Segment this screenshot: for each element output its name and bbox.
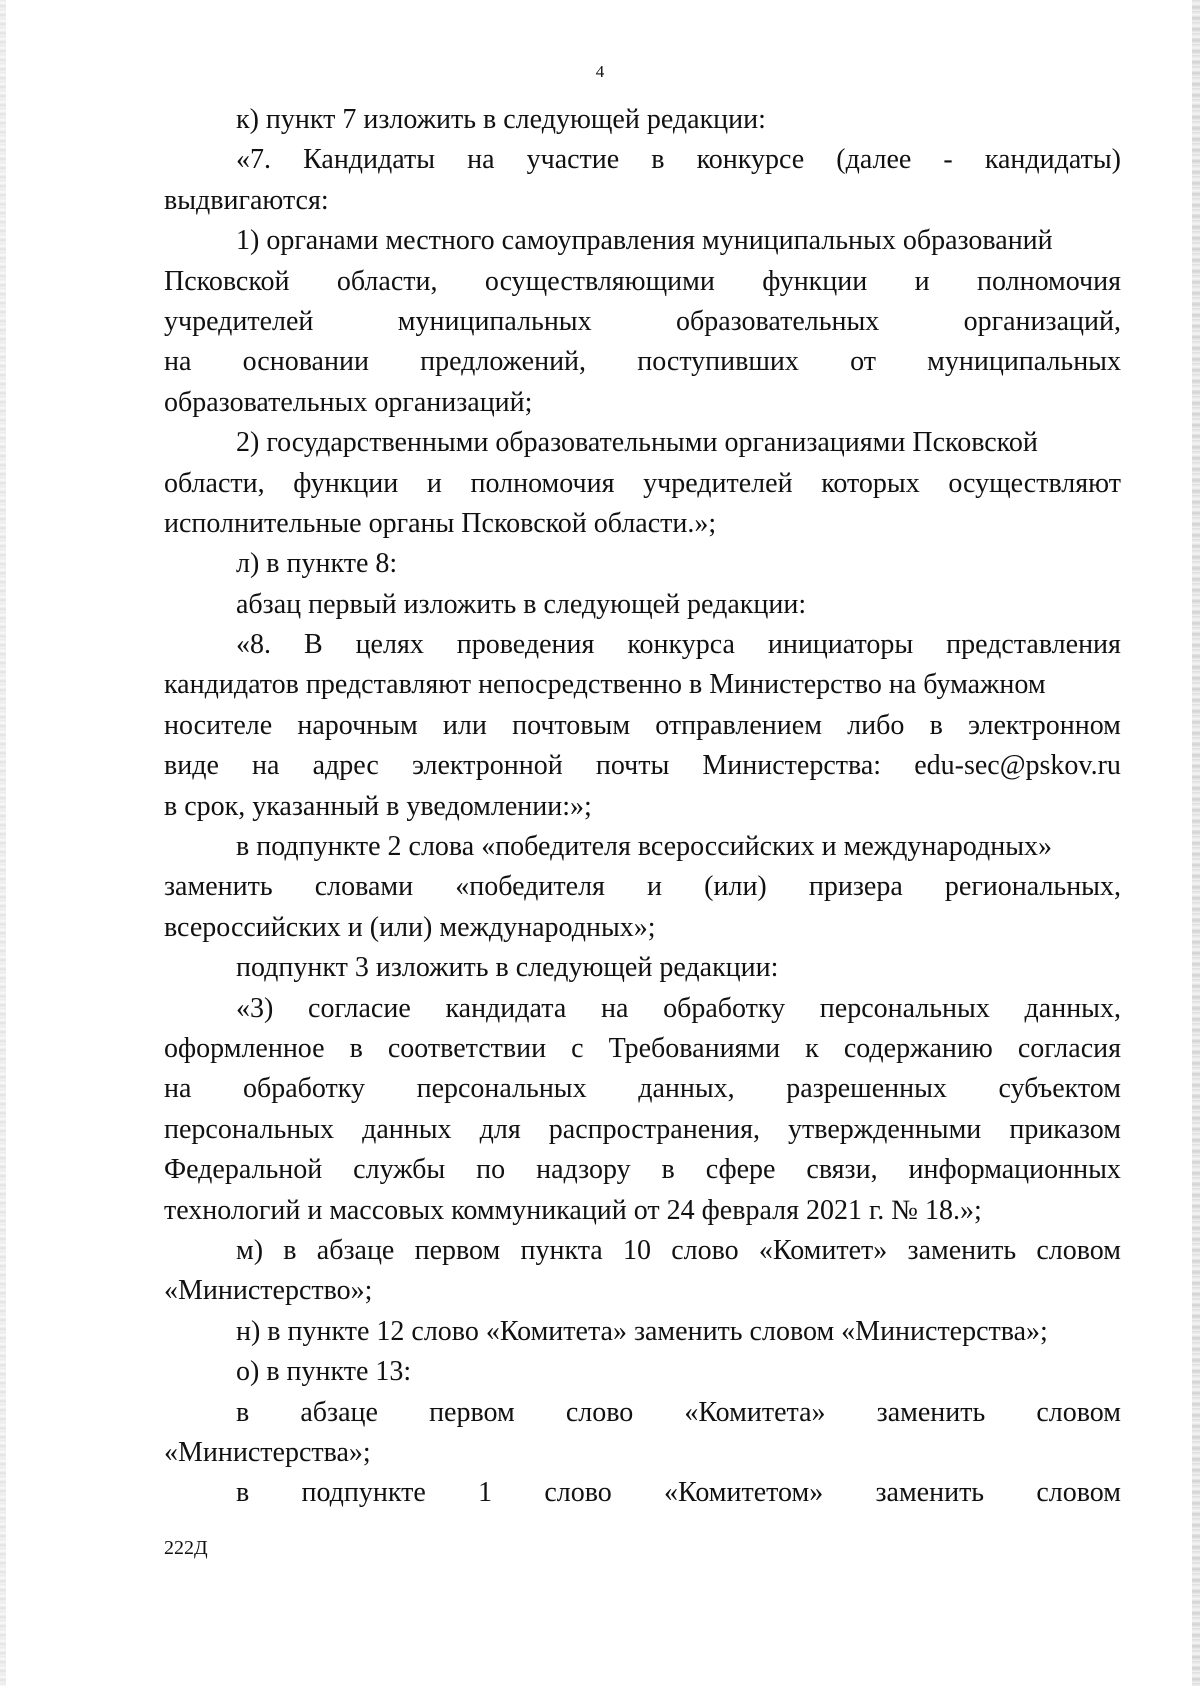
text-line: исполнительные органы Псковской области.»; [164,507,717,539]
text-line [164,989,1121,1029]
word: по [476,1154,506,1186]
word: данных, [638,1073,735,1105]
word: отправлением [655,709,822,741]
word: на [164,346,192,378]
word: слово [544,1477,612,1509]
word: связи, [806,1154,878,1186]
word: виде [164,750,219,782]
text-line [164,1231,1121,1271]
word: на [600,992,629,1024]
word: в [236,1396,250,1428]
text-line [164,1069,1121,1109]
word: и [647,871,663,903]
word: первом [414,1234,501,1266]
text-line [164,867,1121,907]
word: подпункте [301,1477,426,1509]
word: приказом [1009,1113,1121,1145]
word: согласие [308,992,411,1024]
word: учредителей [164,305,314,337]
word: на [164,1073,192,1105]
word: Федеральной [164,1154,323,1186]
word: осуществляют [948,467,1121,499]
word: Кандидаты [303,144,436,176]
word: и [426,467,442,499]
word: словом [1036,1477,1121,1509]
word: оформленное [164,1032,325,1064]
word: «победителя [455,871,605,903]
word: для [479,1113,521,1145]
text-line [164,464,1121,504]
word: призера [808,871,903,903]
word: слово [671,1234,739,1266]
word: субъектом [998,1073,1121,1105]
word: заменить [876,1396,986,1428]
word: данных [362,1113,452,1145]
text-line [164,1150,1121,1190]
word: «3) [236,992,274,1024]
word: основании [242,346,369,378]
text-line: всероссийских и (или) международных»; [164,911,656,943]
word: учредителей [643,467,793,499]
word: первом [429,1396,515,1428]
text-line [164,1473,1121,1513]
word: электронной [412,750,563,782]
word: инициаторы [767,629,914,661]
word: на [467,144,495,176]
document-code: 222Д [164,1537,208,1559]
word: - [943,144,953,176]
word: электронном [968,709,1121,741]
word: разрешенных [786,1073,947,1105]
word: словами [314,871,414,903]
word: обработку [243,1073,365,1105]
word: (далее [836,144,912,176]
word: заменить [875,1477,985,1509]
word: «Комитет» [758,1234,888,1266]
word: Псковской [164,265,290,297]
word: образовательных [675,305,880,337]
word: области, [336,265,438,297]
word: «7. [236,144,271,176]
text-line [164,746,1121,786]
text-line: к) пункт 7 изложить в следующей редакции: [236,104,766,135]
text-line: «Министерство»; [164,1275,373,1307]
word: надзору [536,1154,631,1186]
word: Министерства: [702,750,882,782]
word: В [303,629,323,661]
word: региональных, [944,871,1121,903]
word: полномочия [977,265,1121,297]
text-line: образовательных организаций; [164,386,533,418]
scan-edge-left [0,0,6,1686]
word: 10 [622,1234,651,1266]
word: информационных [908,1154,1121,1186]
word: персональных [416,1073,587,1105]
text-line: абзац первый изложить в следующей редакции: [236,588,807,620]
text-line [164,625,1121,665]
text-line: технологий и массовых коммуникаций от 24 февраля 2021 г. № 18.»; [164,1194,982,1226]
word: кандидаты) [984,144,1121,176]
word: в [349,1032,363,1064]
word: на [252,750,280,782]
word: и [914,265,930,297]
word: полномочия [470,467,615,499]
word: службы [353,1154,446,1186]
word: которых [821,467,920,499]
word: персональных [164,1113,335,1145]
word: представления [946,629,1121,661]
word: в [661,1154,675,1186]
word: обработку [663,992,786,1024]
word: соответствии [387,1032,547,1064]
text-line: в подпункте 2 слова «победителя всероссийских и международных» [236,831,1053,863]
word: в [651,144,665,176]
word: почтовым [512,709,631,741]
word: почты [595,750,670,782]
text-line: 1) органами местного самоуправления муниципальных образований [236,225,1053,257]
word: персональных [819,992,990,1024]
word: от [850,346,876,378]
word: распространения, [548,1113,760,1145]
text-line: 2) государственными образовательными организациями Псковской [236,427,1038,459]
word: словом [1036,1396,1121,1428]
word: в [929,709,943,741]
text-line: в срок, указанный в уведомлении:»; [164,790,592,822]
word: данных, [1024,992,1121,1024]
text-line: л) в пункте 8: [236,548,398,580]
text-line: выдвигаются: [164,184,329,216]
word: адрес [312,750,379,782]
word: организаций, [963,305,1121,337]
word: слово [565,1396,634,1428]
word: словом [1036,1234,1121,1266]
word: осуществляющими [484,265,715,297]
word: «8. [236,629,271,661]
word: содержанию [843,1032,993,1064]
text-line: кандидатов представляют непосредственно в Министерство на бумажном [164,669,1046,701]
word: утвержденными [788,1113,982,1145]
word: целях [355,629,424,661]
word: согласия [1017,1032,1121,1064]
word: в [283,1234,297,1266]
text-line [164,1029,1121,1069]
word: нарочным [297,709,418,741]
word: функции [762,265,868,297]
text-line: «Министерства»; [164,1436,371,1468]
word: предложений, [420,346,587,378]
word: заменить [907,1234,1017,1266]
word: конкурса [627,629,735,661]
text-line [164,140,1121,180]
text-line [164,302,1121,342]
word: абзаце [300,1396,378,1428]
text-line: о) в пункте 13: [236,1356,412,1388]
word: пункта [520,1234,603,1266]
word: заменить [164,871,273,903]
word: или [442,709,487,741]
word: к [805,1032,819,1064]
word: либо [847,709,905,741]
text-line [164,1110,1121,1150]
word: кандидата [445,992,567,1024]
text-line [164,342,1121,382]
word: конкурсе [696,144,805,176]
word: edu-sec@pskov.ru [914,750,1121,782]
word: муниципальных [927,346,1121,378]
scan-edge-right [1192,0,1200,1686]
text-line: н) в пункте 12 слово «Комитета» заменить словом «Министерства»; [236,1315,1048,1347]
word: поступивших [637,346,799,378]
word: муниципальных [397,305,592,337]
word: абзаце [316,1234,395,1266]
word: участие [526,144,620,176]
document-body [164,100,1121,1514]
word: области, [164,467,265,499]
word: м) [236,1234,264,1266]
text-line [164,1393,1121,1433]
word: с [571,1032,584,1064]
word: сфере [705,1154,776,1186]
page-number: 4 [595,62,605,81]
word: «Комитета» [684,1396,826,1428]
word: 1 [478,1477,493,1509]
word: (или) [704,871,767,903]
text-line: подпункт 3 изложить в следующей редакции: [236,952,779,984]
word: функции [293,467,399,499]
word: в [236,1477,250,1509]
word: Требованиями [608,1032,781,1064]
text-line [164,262,1121,302]
word: носителе [164,709,273,741]
word: «Комитетом» [664,1477,824,1509]
word: проведения [456,629,595,661]
text-line [164,706,1121,746]
